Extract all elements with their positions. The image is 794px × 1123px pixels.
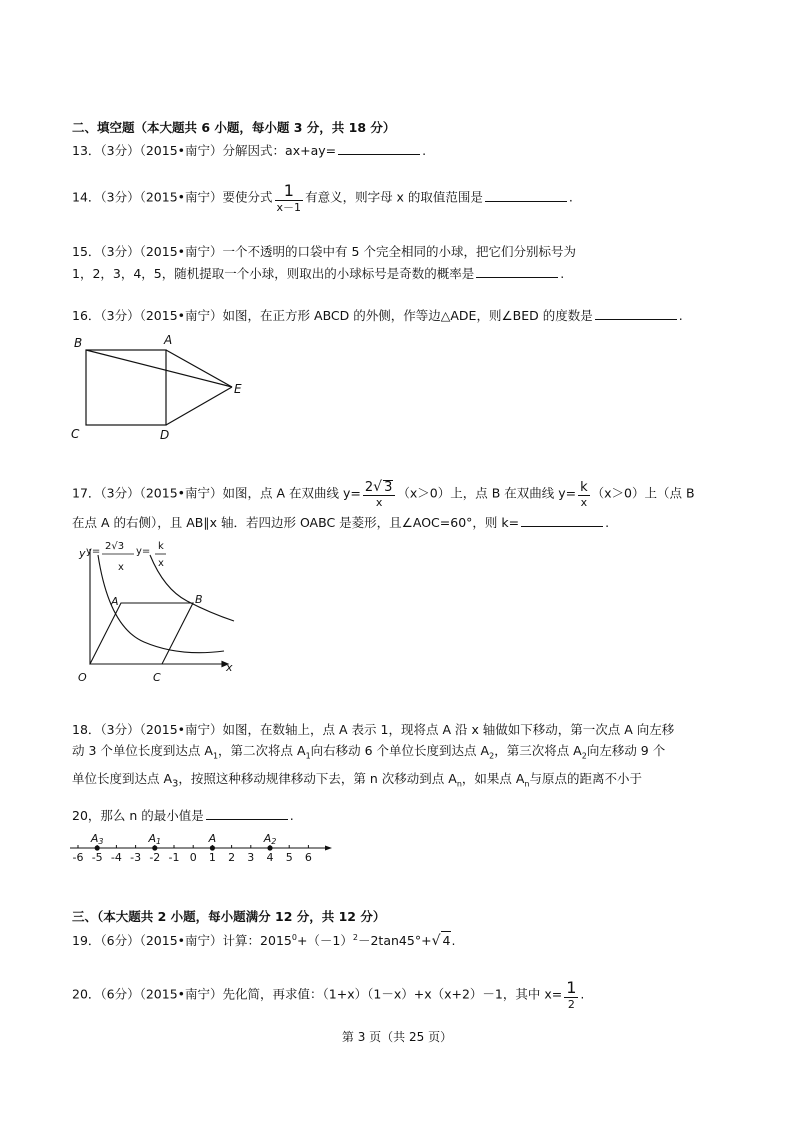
- q18-seg: 向右移动 6 个单位长度到达点 A: [310, 743, 490, 758]
- answer-blank: [595, 306, 677, 320]
- segment-be: [86, 350, 232, 387]
- answer-blank: [206, 806, 288, 820]
- radicand: 4: [442, 933, 451, 949]
- section-heading: 二、填空题（本大题共 6 小题，每小题 3 分，共 18 分）: [72, 120, 396, 135]
- superscript: 2: [352, 933, 358, 942]
- subscript: 1: [305, 751, 311, 761]
- question-17-line1: [72, 480, 695, 508]
- q17-line2-text: 在点 A 的右侧），且 AB∥x 轴．若四边形 OABC 是菱形，且∠AOC=60°，则 k=: [72, 515, 520, 530]
- fraction: [564, 980, 578, 1010]
- superscript: 0: [291, 933, 297, 942]
- q18-seg: 动 3 个单位长度到达点 A: [72, 743, 213, 758]
- number-line-tick-label: -1: [168, 851, 180, 864]
- segment-ae: [166, 350, 232, 387]
- number-line-tick-label: 3: [247, 851, 255, 864]
- q16-text: 16．（3分）（2015•南宁）如图，在正方形 ABCD 的外侧，作等边△ADE，则∠BED 的度数是: [72, 308, 593, 323]
- q19-seg: 19．（6分）（2015•南宁）计算：2015: [72, 933, 292, 949]
- subscript: 2: [489, 751, 495, 761]
- number-line-diagram: [66, 826, 336, 866]
- number-line-point-label: A3: [90, 832, 104, 846]
- label-y1: y=: [86, 546, 101, 557]
- number-line-tick-label: 1: [208, 851, 216, 864]
- subscript: 3: [172, 778, 179, 790]
- q17-mid: （x＞0）上，点 B 在双曲线 y=: [397, 485, 577, 501]
- q18-line4-text: 20，那么 n 的最小值是: [72, 808, 204, 823]
- subscript: 2: [581, 751, 587, 761]
- number-line-point-label: A: [208, 832, 217, 845]
- q18-seg: ，按照这种移动规律移动下去，第 n 次移动到点 A: [178, 771, 457, 786]
- subscript: 1: [212, 751, 219, 761]
- q19-seg: －2tan45°+: [357, 933, 432, 949]
- question-18-line2: [72, 742, 665, 766]
- question-18-line4: [72, 806, 294, 825]
- fraction: [363, 480, 395, 508]
- q19-seg: +（－1）: [296, 933, 353, 949]
- fraction: [578, 481, 590, 508]
- label-y2: y=: [136, 546, 151, 557]
- label-d: D: [160, 428, 170, 442]
- number-line-tick-label: -6: [72, 851, 84, 864]
- question-16: [72, 306, 683, 325]
- sqrt-sign: √: [431, 933, 441, 950]
- label-c: C: [153, 671, 161, 684]
- hyperbola-diagram: [64, 537, 244, 687]
- number-line-tick-label: -2: [149, 851, 161, 864]
- question-17-line2: [72, 513, 609, 532]
- square-diagram: [62, 328, 252, 446]
- q18-seg: ，第二次将点 A: [218, 743, 306, 758]
- fraction-denominator: 2: [567, 998, 575, 1011]
- segment-de: [166, 387, 232, 425]
- q15-line2-text: 1，2，3，4，5，随机提取一个小球，则取出的小球标号是奇数的概率是: [72, 266, 475, 281]
- q17-post: （x＞0）上（点 B: [591, 485, 695, 501]
- number-line-point: [95, 845, 100, 850]
- q14-post: 有意义，则字母 x 的取值范围是: [305, 189, 483, 205]
- fraction-denominator: x: [375, 496, 383, 509]
- number-line-tick-label: 2: [228, 851, 236, 864]
- q17-pre: 17．（3分）（2015•南宁）如图，点 A 在双曲线 y=: [72, 485, 361, 501]
- label-c: C: [71, 427, 80, 441]
- answer-blank: [521, 513, 603, 527]
- number-line-tick-label: -4: [110, 851, 122, 864]
- fraction-numerator: [363, 480, 395, 496]
- question-20: [72, 980, 584, 1010]
- num-coef: 2: [364, 480, 374, 495]
- radicand: 3: [384, 480, 393, 495]
- q18-seg: 向左移动 9 个: [586, 743, 666, 758]
- q17-end: .: [605, 515, 610, 530]
- q13-end: .: [422, 143, 427, 158]
- number-line-point: [152, 845, 157, 850]
- question-19: [72, 929, 455, 950]
- question-13: [72, 141, 426, 160]
- question-18-line1: 18．（3分）（2015•南宁）如图，在数轴上，点 A 表示 1，现将点 A 沿 x 轴做如下移动，第一次点 A 向左移: [72, 722, 675, 737]
- q14-end: .: [568, 189, 573, 205]
- fraction-numerator: k: [580, 479, 588, 495]
- label-y-axis: y: [79, 547, 86, 560]
- square-abcd: [86, 350, 166, 425]
- fraction-numerator: 1: [275, 183, 304, 201]
- label-b: B: [74, 336, 83, 350]
- section-heading: 三、（本大题共 2 小题，每小题满分 12 分，共 12 分）: [72, 909, 386, 924]
- sqrt-sign: √: [373, 479, 383, 495]
- number-line-tick-label: -5: [91, 851, 103, 864]
- label-f1-num: 2√3: [105, 541, 125, 552]
- q15-end: .: [560, 266, 565, 281]
- question-15-line1: 15．（3分）（2015•南宁）一个不透明的口袋中有 5 个完全相同的小球，把它们分别标号为: [72, 244, 576, 259]
- label-a: A: [164, 333, 173, 347]
- number-line-tick-label: 5: [285, 851, 293, 864]
- number-line-tick-label: 0: [189, 851, 197, 864]
- number-line-tick-label: -3: [130, 851, 142, 864]
- answer-blank: [476, 264, 558, 278]
- number-line-point-label: A2: [263, 832, 277, 846]
- q20-end: .: [580, 986, 585, 1002]
- number-line-arrow: [325, 846, 332, 851]
- number-line-tick-label: 4: [266, 851, 274, 864]
- subscript: n: [456, 779, 462, 789]
- label-f2-den: x: [158, 558, 164, 569]
- page-footer: 第 3 页（共 25 页）: [341, 1030, 453, 1044]
- question-14: [72, 183, 573, 213]
- question-15-line2: [72, 264, 564, 283]
- q13-text: 13．（3分）（2015•南宁）分解因式：ax+ay=: [72, 143, 337, 158]
- subscript: n: [524, 779, 530, 789]
- answer-blank: [338, 141, 420, 155]
- answer-blank: [485, 188, 567, 202]
- q14-pre: 14．（3分）（2015•南宁）要使分式: [72, 189, 273, 205]
- fraction-numerator: 1: [566, 978, 577, 997]
- q19-end: .: [451, 933, 456, 949]
- rhombus-oabc: [90, 603, 193, 664]
- q18-seg: 与原点的距离不小于: [529, 771, 643, 786]
- q18-seg: ，如果点 A: [461, 771, 525, 786]
- q18-seg: ，第三次将点 A: [494, 743, 582, 758]
- fraction-denominator: x－1: [276, 201, 302, 214]
- q16-end: .: [678, 308, 683, 323]
- label-x-axis: x: [226, 661, 233, 674]
- question-18-line3: [72, 770, 642, 794]
- number-line-point: [210, 845, 215, 850]
- q18-end: .: [289, 808, 294, 823]
- q18-seg: 单位长度到达点 A: [72, 771, 173, 786]
- label-e: E: [234, 382, 242, 396]
- fraction-denominator: x: [580, 495, 588, 509]
- q20-text: 20．（6分）（2015•南宁）先化简，再求值：（1+x）（1－x）+x（x+2）－1，其中 x=: [72, 986, 563, 1002]
- number-line-tick-label: 6: [304, 851, 312, 864]
- fraction: [275, 183, 304, 213]
- label-f1-den: x: [118, 562, 124, 573]
- label-o: O: [78, 671, 87, 684]
- label-a: A: [111, 595, 119, 608]
- label-b: B: [195, 593, 203, 606]
- label-f2-num: k: [158, 541, 164, 552]
- number-line-point: [267, 845, 272, 850]
- number-line-point-label: A1: [148, 832, 162, 846]
